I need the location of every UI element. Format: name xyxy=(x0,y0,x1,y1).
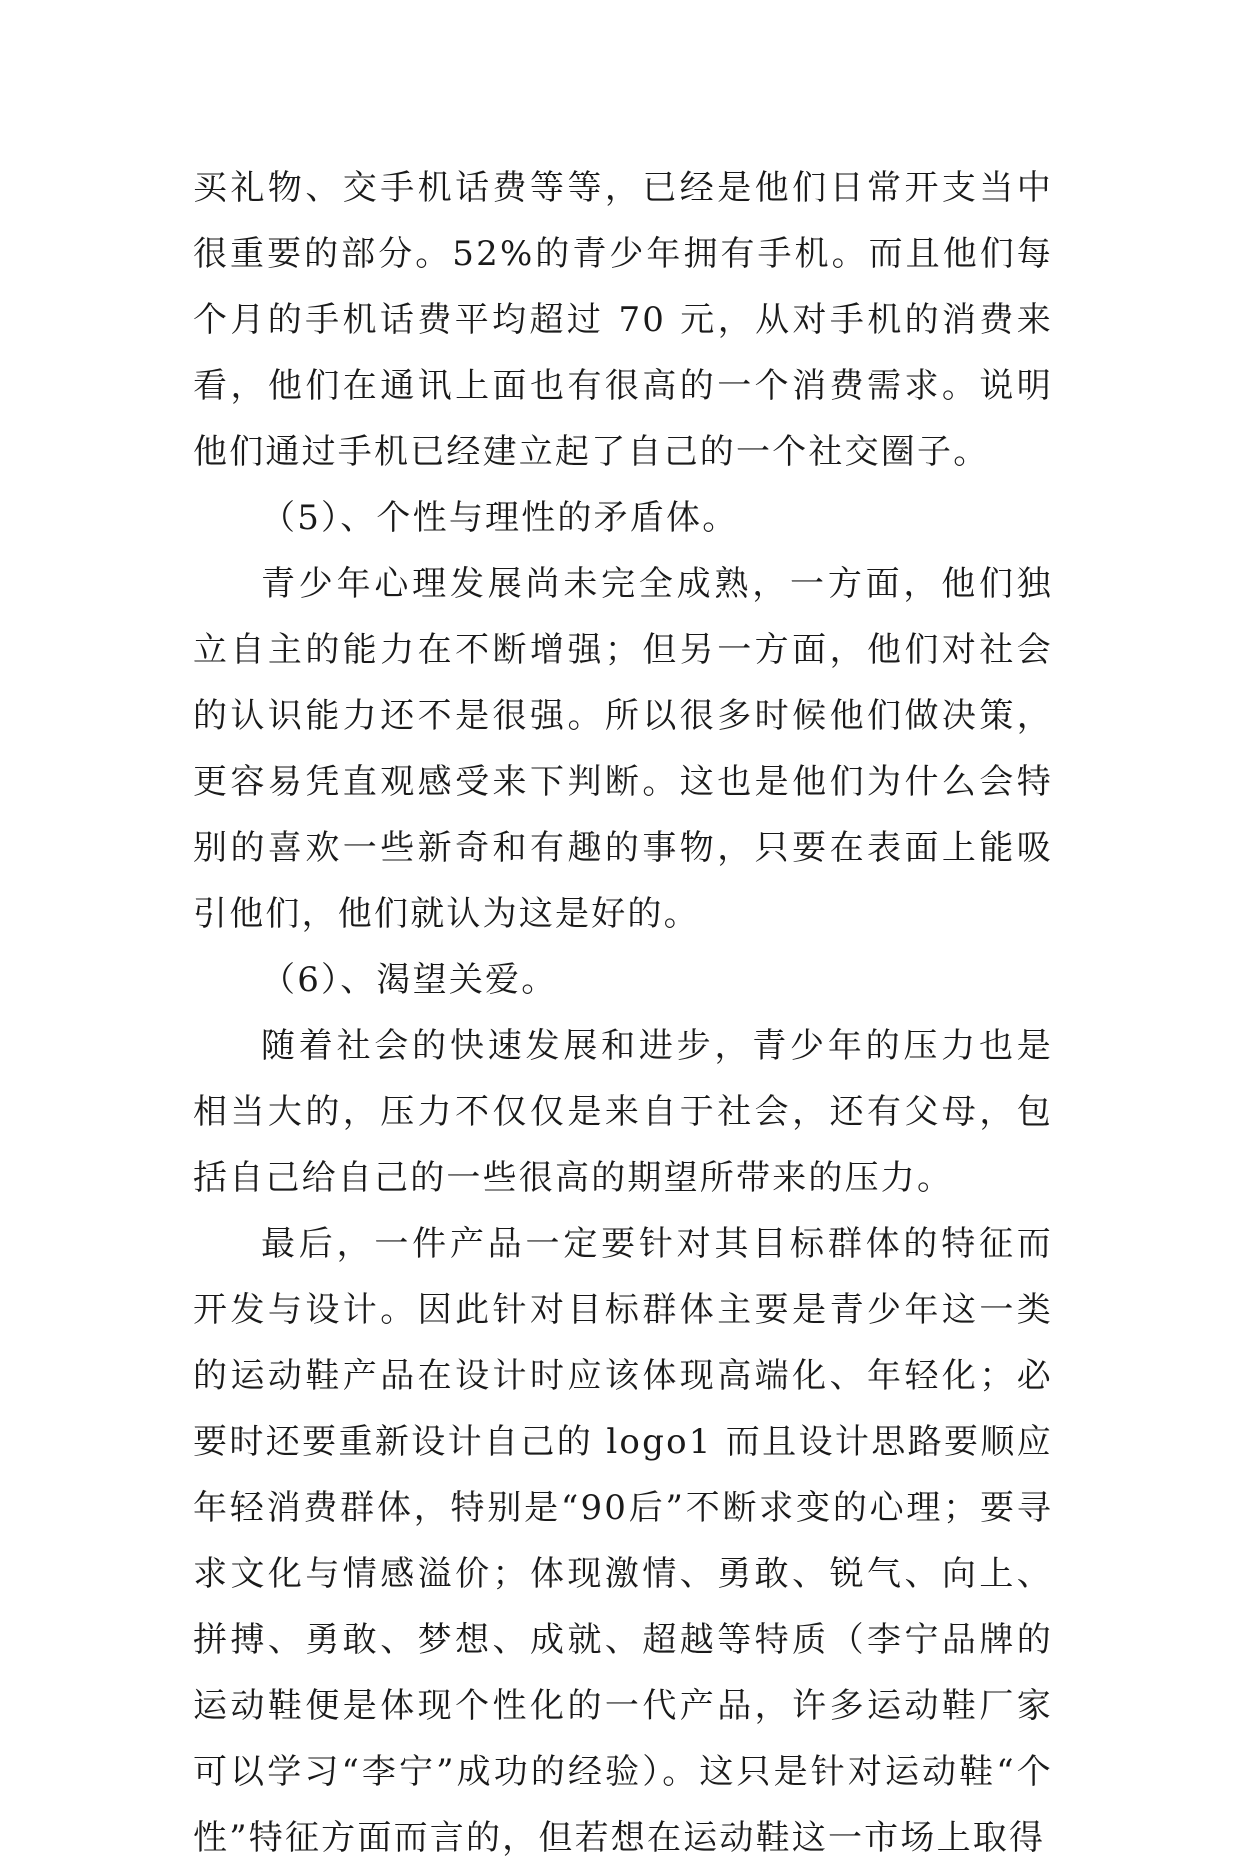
document-body xyxy=(193,155,1053,1871)
paragraph-psychology: 青少年心理发展尚未完全成熟，一方面，他们独立自主的能力在不断增强；但另一方面，他们对社会的认识能力还不是很强。所以很多时候他们做决策，更容易凭直观感受来下判断。这也是他们为什么会特别的喜欢一些新奇和有趣的事物，只要在表面上能吸引他们，他们就认为这是好的。 xyxy=(193,564,1053,934)
paragraph-conclusion: 最后，一件产品一定要针对其目标群体的特征而开发与设计。因此针对目标群体主要是青少年这一类的运动鞋产品在设计时应该体现高端化、年轻化；必要时还要重新设计自己的 logo1 而且设计思路要顺应年轻消费群体，特别是“90后”不断求变的心理；要寻求文化与情感溢价；体现激情、勇敢、锐气、向上、拼搏、勇敢、梦想、成就、超越等特质（李宁品牌的运动鞋便是体现个性化的一代产品，许多运动鞋厂家可以学习“李宁”成功的经验）。这只是针对运动鞋“个性”特征方面而言的，但若想在运动鞋这一市场上取得 xyxy=(193,1224,1053,1858)
section-heading-5: （5）、个性与理性的矛盾体。 xyxy=(261,498,739,538)
paragraph-continuation: 买礼物、交手机话费等等，已经是他们日常开支当中很重要的部分。52%的青少年拥有手机。而且他们每个月的手机话费平均超过 70 元，从对手机的消费来看，他们在通讯上面也有很高的一个消费需求。说明他们通过手机已经建立起了自己的一个社交圈子。 xyxy=(193,168,1053,472)
section-heading-6: （6）、渴望关爱。 xyxy=(261,960,558,1000)
paragraph-pressure: 随着社会的快速发展和进步，青少年的压力也是相当大的，压力不仅仅是来自于社会，还有父母，包括自己给自己的一些很高的期望所带来的压力。 xyxy=(193,1026,1053,1198)
